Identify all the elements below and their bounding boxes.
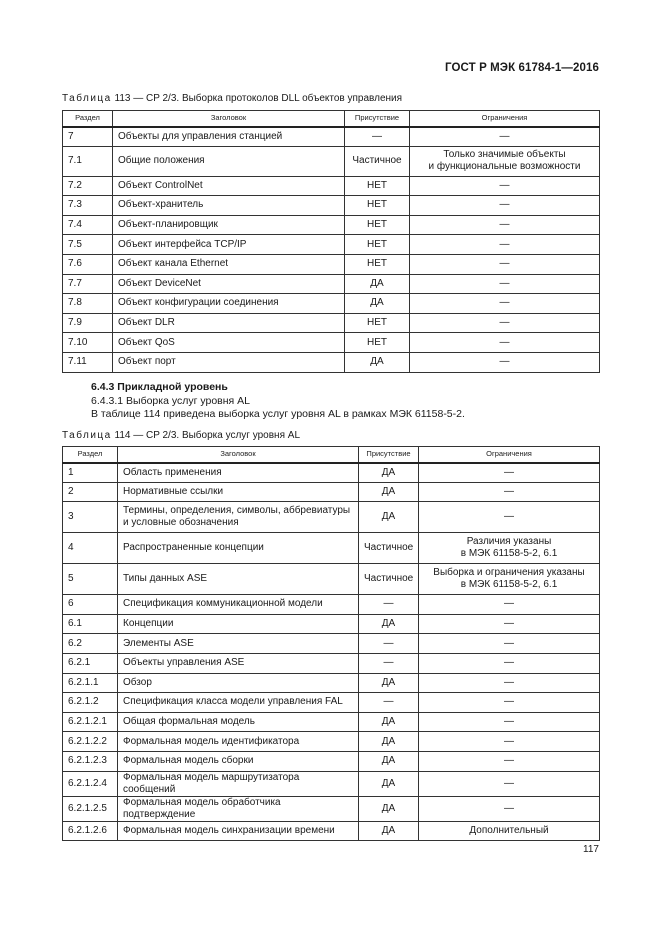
- cell-text-line: —: [499, 277, 510, 289]
- cell-section: [63, 215, 113, 235]
- cell-restrictions: [419, 653, 600, 673]
- cell-text-line: 1: [68, 466, 74, 478]
- cell-text-line: ДА: [381, 466, 396, 478]
- cell-text-line: ДА: [381, 802, 396, 814]
- table-row: [63, 751, 600, 771]
- cell-section: [63, 235, 113, 255]
- cell-restrictions: [410, 333, 600, 353]
- cell-text-line: Формальная модель обработчика подтверждение: [123, 796, 281, 820]
- cell-title: [118, 821, 359, 841]
- cell-text-line: Объект-планировщик: [118, 219, 218, 231]
- cell-text-line: —: [499, 356, 510, 368]
- cell-title: [118, 712, 359, 732]
- page-number: 117: [583, 844, 599, 855]
- cell-text-line: —: [504, 676, 514, 688]
- cell-text-line: Объект конфигурации соединения: [118, 297, 279, 309]
- cell-text-line: НЕТ: [367, 258, 387, 270]
- cell-text-line: —: [504, 657, 514, 669]
- table-row: [63, 463, 600, 483]
- cell-text-line: Область применения: [123, 466, 222, 478]
- cell-section: [63, 176, 113, 196]
- cell-text-line: 6.2.1: [68, 657, 91, 669]
- table-row: [63, 176, 600, 196]
- table-row: [63, 693, 600, 713]
- cell-restrictions: [410, 176, 600, 196]
- cell-presence: [359, 463, 419, 483]
- cell-text-line: Объект ControlNet: [118, 179, 203, 191]
- col-header-title: Заголовок: [113, 111, 345, 127]
- cell-title: [118, 732, 359, 752]
- cell-text-line: —: [499, 258, 510, 270]
- cell-text-line: ДА: [381, 716, 396, 728]
- cell-text-line: 7.10: [68, 336, 88, 348]
- cell-text-line: 6.2.1.1: [68, 676, 99, 688]
- cell-restrictions: [410, 352, 600, 372]
- table-row: [63, 146, 600, 176]
- cell-section: [63, 693, 118, 713]
- cell-title: [118, 614, 359, 634]
- cell-text-line: —: [504, 777, 514, 789]
- cell-text-line: —: [383, 696, 394, 708]
- cell-section: [63, 673, 118, 693]
- cell-text-line: Обзор: [123, 676, 152, 688]
- table-row: [63, 712, 600, 732]
- cell-text-line: Концепции: [123, 618, 174, 630]
- cell-title: [113, 294, 345, 314]
- cell-text-line: ДА: [370, 297, 384, 309]
- cell-text-line: —: [504, 637, 514, 649]
- cell-restrictions: [419, 712, 600, 732]
- cell-section: [63, 463, 118, 483]
- cell-presence: [359, 796, 419, 821]
- cell-presence: [345, 176, 410, 196]
- cell-text-line: в МЭК 61158-5-2, 6.1: [460, 579, 558, 591]
- table-row: [63, 482, 600, 502]
- cell-restrictions: [419, 634, 600, 654]
- cell-presence: [345, 313, 410, 333]
- cell-text-line: Формальная модель маршрутизатора сообщений: [123, 771, 300, 795]
- cell-text-line: ДА: [381, 735, 396, 747]
- cell-presence: [359, 614, 419, 634]
- cell-restrictions: [410, 146, 600, 176]
- table-row: [63, 564, 600, 595]
- cell-presence: [359, 533, 419, 564]
- table-row: [63, 313, 600, 333]
- cell-text-line: Элементы ASE: [123, 637, 194, 649]
- cell-section: [63, 313, 113, 333]
- cell-presence: [345, 235, 410, 255]
- cell-title: [118, 653, 359, 673]
- cell-text-line: —: [383, 657, 394, 669]
- cell-section: [63, 614, 118, 634]
- cell-text-line: 6.1: [68, 618, 82, 630]
- cell-restrictions: [419, 595, 600, 615]
- cell-title: [113, 313, 345, 333]
- cell-restrictions: [410, 294, 600, 314]
- table-row: [63, 352, 600, 372]
- cell-restrictions: [419, 614, 600, 634]
- table-header-row: [63, 111, 600, 127]
- cell-text-line: ДА: [381, 618, 396, 630]
- table-caption-text: 114 — CP 2/3. Выборка услуг уровня AL: [111, 430, 301, 441]
- cell-section: [63, 533, 118, 564]
- cell-restrictions: [419, 693, 600, 713]
- cell-presence: [359, 673, 419, 693]
- cell-text-line: Нормативные ссылки: [123, 485, 224, 497]
- cell-text-line: и условные обозначения: [123, 517, 239, 529]
- cell-text-line: —: [504, 716, 514, 728]
- cell-presence: [359, 595, 419, 615]
- cell-title: [113, 274, 345, 294]
- cell-section: [63, 712, 118, 732]
- table-113: [62, 110, 600, 373]
- cell-text-line: 3: [68, 511, 74, 523]
- cell-title: [118, 463, 359, 483]
- cell-section: [63, 634, 118, 654]
- cell-section: [63, 146, 113, 176]
- cell-text-line: Спецификация класса модели управления FAL: [123, 696, 343, 708]
- cell-restrictions: [419, 564, 600, 595]
- cell-text-line: 6.2.1.2.3: [68, 755, 107, 767]
- cell-text-line: —: [499, 297, 510, 309]
- col-header-title: Заголовок: [118, 447, 359, 463]
- cell-text-line: ДА: [370, 277, 384, 289]
- col-header-presence: Присутствие: [345, 111, 410, 127]
- cell-text-line: Различия указаны: [466, 536, 552, 548]
- cell-text-line: 7.11: [68, 356, 87, 368]
- cell-text-line: НЕТ: [367, 179, 387, 191]
- cell-section: [63, 196, 113, 216]
- col-header-presence: Присутствие: [359, 447, 419, 463]
- cell-text-line: НЕТ: [367, 317, 387, 329]
- table-row: [63, 595, 600, 615]
- cell-title: [113, 215, 345, 235]
- cell-text-line: 6.2.1.2.5: [68, 802, 107, 814]
- cell-title: [118, 502, 359, 533]
- cell-title: [118, 796, 359, 821]
- cell-restrictions: [419, 463, 600, 483]
- cell-title: [113, 127, 345, 147]
- cell-text-line: 6.2: [68, 637, 82, 649]
- cell-restrictions: [410, 127, 600, 147]
- cell-section: [63, 595, 118, 615]
- cell-title: [113, 146, 345, 176]
- cell-text-line: 7.8: [68, 297, 82, 309]
- cell-text-line: —: [504, 511, 514, 523]
- cell-restrictions: [419, 732, 600, 752]
- cell-presence: [345, 146, 410, 176]
- cell-title: [113, 196, 345, 216]
- cell-text-line: Объект канала Ethernet: [118, 258, 229, 270]
- cell-text-line: ДА: [370, 356, 384, 368]
- table-row: [63, 732, 600, 752]
- cell-text-line: —: [499, 179, 510, 191]
- cell-text-line: 7.9: [68, 317, 82, 329]
- table-114: [62, 446, 600, 841]
- cell-text-line: Термины, определения, символы, аббревиатуры: [123, 505, 351, 517]
- cell-restrictions: [419, 533, 600, 564]
- cell-presence: [345, 254, 410, 274]
- cell-title: [113, 333, 345, 353]
- cell-section: [63, 333, 113, 353]
- cell-title: [118, 595, 359, 615]
- cell-text-line: Частичное: [352, 155, 402, 167]
- cell-section: [63, 502, 118, 533]
- cell-text-line: —: [504, 618, 514, 630]
- table-row: [63, 215, 600, 235]
- cell-section: [63, 254, 113, 274]
- section-heading: 6.4.3 Прикладной уровень: [91, 381, 228, 393]
- cell-text-line: Дополнительный: [469, 824, 549, 836]
- cell-text-line: 7.1: [68, 155, 82, 167]
- cell-text-line: НЕТ: [367, 238, 387, 250]
- cell-restrictions: [410, 274, 600, 294]
- cell-restrictions: [419, 502, 600, 533]
- cell-title: [118, 771, 359, 796]
- cell-text-line: —: [383, 598, 394, 610]
- table-caption-text: 113 — CP 2/3. Выборка протоколов DLL объектов управления: [111, 93, 403, 104]
- cell-text-line: Объекты для управления станцией: [118, 130, 283, 142]
- table-row: [63, 653, 600, 673]
- cell-presence: [345, 215, 410, 235]
- cell-section: [63, 274, 113, 294]
- cell-presence: [359, 712, 419, 732]
- table-row: [63, 771, 600, 796]
- table-row: [63, 333, 600, 353]
- cell-text-line: НЕТ: [367, 219, 387, 231]
- cell-section: [63, 127, 113, 147]
- cell-text-line: 6.2.1.2.6: [68, 824, 107, 836]
- cell-restrictions: [419, 673, 600, 693]
- table-row: [63, 294, 600, 314]
- cell-text-line: —: [504, 696, 514, 708]
- cell-presence: [345, 352, 410, 372]
- cell-text-line: 6.2.1.2.2: [68, 735, 107, 747]
- cell-text-line: 7.6: [68, 258, 82, 270]
- cell-text-line: 7: [68, 130, 74, 142]
- cell-restrictions: [410, 196, 600, 216]
- cell-text-line: 4: [68, 542, 74, 554]
- cell-section: [63, 653, 118, 673]
- cell-section: [63, 751, 118, 771]
- cell-text-line: Типы данных ASE: [123, 573, 208, 585]
- table-row: [63, 673, 600, 693]
- cell-text-line: Выборка и ограничения указаны: [433, 567, 585, 579]
- cell-text-line: Объект DeviceNet: [118, 277, 201, 289]
- cell-title: [118, 564, 359, 595]
- cell-text-line: 7.4: [68, 219, 82, 231]
- cell-text-line: 6.2.1.2: [68, 696, 99, 708]
- cell-text-line: —: [504, 735, 514, 747]
- table-caption-prefix: Таблица: [62, 93, 112, 104]
- section-paragraph: В таблице 114 приведена выборка услуг уровня AL в рамках МЭК 61158-5-2.: [91, 408, 465, 420]
- table-row: [63, 274, 600, 294]
- table-caption-prefix: Таблица: [62, 430, 112, 441]
- cell-text-line: ДА: [381, 511, 396, 523]
- cell-text-line: 7.2: [68, 179, 82, 191]
- cell-text-line: ДА: [381, 824, 396, 836]
- cell-text-line: Объект интерфейса TCP/IP: [118, 238, 247, 250]
- cell-restrictions: [419, 751, 600, 771]
- cell-text-line: —: [499, 219, 510, 231]
- cell-title: [113, 235, 345, 255]
- cell-title: [118, 482, 359, 502]
- cell-text-line: Объект DLR: [118, 317, 175, 329]
- cell-presence: [345, 294, 410, 314]
- cell-text-line: 6: [68, 598, 74, 610]
- cell-text-line: Формальная модель синхранизации времени: [123, 824, 335, 836]
- cell-presence: [345, 127, 410, 147]
- table-row: [63, 196, 600, 216]
- cell-section: [63, 771, 118, 796]
- cell-text-line: —: [499, 336, 510, 348]
- cell-restrictions: [410, 313, 600, 333]
- cell-text-line: и функциональные возможности: [428, 161, 581, 173]
- cell-presence: [359, 634, 419, 654]
- cell-title: [118, 673, 359, 693]
- cell-section: [63, 796, 118, 821]
- table-row: [63, 502, 600, 533]
- cell-title: [113, 254, 345, 274]
- cell-section: [63, 482, 118, 502]
- cell-text-line: Объект QoS: [118, 336, 175, 348]
- cell-text-line: —: [504, 466, 514, 478]
- cell-text-line: 7.5: [68, 238, 82, 250]
- cell-text-line: 5: [68, 573, 74, 585]
- cell-text-line: —: [499, 130, 510, 142]
- cell-text-line: 7.7: [68, 277, 82, 289]
- cell-text-line: 2: [68, 485, 74, 497]
- cell-presence: [359, 751, 419, 771]
- cell-text-line: —: [499, 317, 510, 329]
- document-header-title: ГОСТ Р МЭК 61784-1—2016: [445, 62, 599, 74]
- cell-text-line: Общая формальная модель: [123, 716, 255, 728]
- cell-text-line: НЕТ: [367, 336, 387, 348]
- cell-title: [118, 634, 359, 654]
- cell-presence: [345, 333, 410, 353]
- cell-presence: [345, 274, 410, 294]
- col-header-restrictions: Ограничения: [419, 447, 600, 463]
- col-header-section: Раздел: [63, 111, 113, 127]
- cell-restrictions: [419, 796, 600, 821]
- cell-text-line: —: [499, 199, 510, 211]
- cell-text-line: в МЭК 61158-5-2, 6.1: [460, 548, 558, 560]
- subsection-heading: 6.4.3.1 Выборка услуг уровня AL: [91, 394, 250, 407]
- cell-restrictions: [410, 215, 600, 235]
- cell-text-line: —: [383, 637, 394, 649]
- cell-restrictions: [410, 235, 600, 255]
- cell-section: [63, 732, 118, 752]
- table-header-row: [63, 447, 600, 463]
- cell-text-line: —: [504, 598, 514, 610]
- cell-text-line: Частичное: [364, 542, 414, 554]
- cell-text-line: Формальная модель сборки: [123, 755, 254, 767]
- cell-presence: [359, 821, 419, 841]
- cell-text-line: 7.3: [68, 199, 82, 211]
- cell-section: [63, 821, 118, 841]
- table-row: [63, 634, 600, 654]
- col-header-section: Раздел: [63, 447, 118, 463]
- cell-text-line: Распространенные концепции: [123, 542, 264, 554]
- cell-presence: [359, 653, 419, 673]
- cell-title: [118, 751, 359, 771]
- table-row: [63, 254, 600, 274]
- cell-text-line: Объекты управления ASE: [123, 657, 245, 669]
- cell-text-line: Формальная модель идентификатора: [123, 735, 300, 747]
- cell-text-line: —: [504, 485, 514, 497]
- cell-presence: [359, 693, 419, 713]
- cell-presence: [345, 196, 410, 216]
- cell-restrictions: [419, 821, 600, 841]
- cell-text-line: Объект-хранитель: [118, 199, 204, 211]
- cell-text-line: ДА: [381, 676, 396, 688]
- table-row: [63, 821, 600, 841]
- cell-text-line: —: [499, 238, 510, 250]
- cell-text-line: ДА: [381, 485, 396, 497]
- cell-title: [118, 693, 359, 713]
- table-row: [63, 127, 600, 147]
- cell-section: [63, 564, 118, 595]
- cell-text-line: Частичное: [364, 573, 414, 585]
- table-row: [63, 235, 600, 255]
- cell-restrictions: [419, 482, 600, 502]
- cell-text-line: —: [504, 755, 514, 767]
- cell-presence: [359, 732, 419, 752]
- table-114-caption: [62, 430, 300, 441]
- cell-title: [113, 176, 345, 196]
- cell-text-line: —: [504, 802, 514, 814]
- cell-restrictions: [410, 254, 600, 274]
- cell-text-line: ДА: [381, 755, 396, 767]
- cell-section: [63, 294, 113, 314]
- cell-title: [113, 352, 345, 372]
- table-row: [63, 533, 600, 564]
- cell-text-line: 6.2.1.2.1: [68, 716, 107, 728]
- cell-presence: [359, 502, 419, 533]
- section-6-4-3: [91, 381, 465, 422]
- cell-text-line: Объект порт: [118, 356, 176, 368]
- cell-title: [118, 533, 359, 564]
- cell-restrictions: [419, 771, 600, 796]
- col-header-restrictions: Ограничения: [410, 111, 600, 127]
- cell-presence: [359, 771, 419, 796]
- cell-text-line: 6.2.1.2.4: [68, 777, 107, 789]
- cell-text-line: ДА: [381, 777, 396, 789]
- table-row: [63, 796, 600, 821]
- cell-text-line: Общие положения: [118, 155, 205, 167]
- cell-presence: [359, 482, 419, 502]
- cell-presence: [359, 564, 419, 595]
- table-113-caption: [62, 93, 402, 104]
- cell-text-line: Только значимые объекты: [443, 149, 566, 161]
- cell-text-line: —: [372, 130, 382, 142]
- cell-section: [63, 352, 113, 372]
- cell-text-line: Спецификация коммуникационной модели: [123, 598, 323, 610]
- cell-text-line: НЕТ: [367, 199, 387, 211]
- table-row: [63, 614, 600, 634]
